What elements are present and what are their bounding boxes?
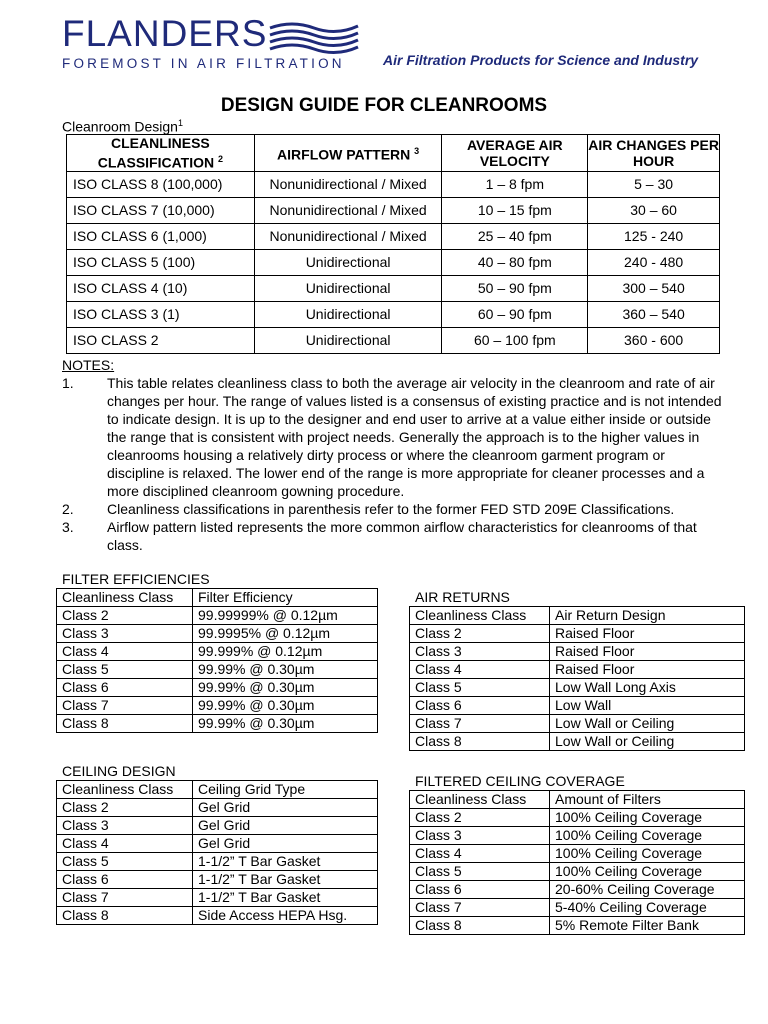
table-cell: 99.9995% @ 0.12µm bbox=[193, 625, 378, 643]
table-cell: 50 – 90 fpm bbox=[442, 275, 588, 301]
ceiling-design-table bbox=[56, 780, 378, 925]
table-row bbox=[410, 845, 745, 863]
column-header: Air Return Design bbox=[550, 607, 745, 625]
table-header-row bbox=[410, 607, 745, 625]
table-row bbox=[57, 661, 378, 679]
table-cell: 99.99% @ 0.30µm bbox=[193, 715, 378, 733]
table-cell: ISO CLASS 8 (100,000) bbox=[67, 171, 255, 197]
note-number: 2. bbox=[62, 501, 74, 517]
table-row bbox=[410, 697, 745, 715]
table-cell: 40 – 80 fpm bbox=[442, 249, 588, 275]
cleanroom-design-table bbox=[66, 134, 720, 354]
table-cell: Class 4 bbox=[57, 643, 193, 661]
table-cell: ISO CLASS 5 (100) bbox=[67, 249, 255, 275]
table-cell: ISO CLASS 7 (10,000) bbox=[67, 197, 255, 223]
table-cell: Unidirectional bbox=[254, 275, 442, 301]
table-cell: 99.99% @ 0.30µm bbox=[193, 661, 378, 679]
table-cell: 60 – 90 fpm bbox=[442, 301, 588, 327]
filtered-ceiling-coverage-table bbox=[409, 790, 745, 935]
table-cell: 60 – 100 fpm bbox=[442, 327, 588, 353]
column-header: Cleanliness Class bbox=[57, 781, 193, 799]
table-row bbox=[57, 799, 378, 817]
notes-heading: NOTES: bbox=[62, 357, 115, 373]
table-row bbox=[410, 881, 745, 899]
notes bbox=[62, 356, 722, 554]
table-cell: Class 2 bbox=[57, 799, 193, 817]
table-cell: Class 3 bbox=[57, 817, 193, 835]
table-cell: Unidirectional bbox=[254, 327, 442, 353]
filter-efficiencies-table bbox=[56, 588, 378, 733]
column-header: AVERAGE AIR VELOCITY bbox=[442, 135, 588, 172]
air-returns-caption: AIR RETURNS bbox=[415, 589, 510, 605]
page-title: DESIGN GUIDE FOR CLEANROOMS bbox=[220, 95, 548, 116]
ceiling-design-caption: CEILING DESIGN bbox=[62, 763, 176, 779]
table-cell: Nonunidirectional / Mixed bbox=[254, 171, 442, 197]
table-cell: Raised Floor bbox=[550, 625, 745, 643]
header-tagline: Air Filtration Products for Science and Industry bbox=[383, 52, 699, 68]
table-row bbox=[67, 275, 720, 301]
table-cell: Unidirectional bbox=[254, 301, 442, 327]
table-cell: Class 2 bbox=[57, 607, 193, 625]
table-cell: Class 6 bbox=[410, 881, 550, 899]
table-row bbox=[67, 249, 720, 275]
column-header: AIR CHANGES PER HOUR bbox=[588, 135, 720, 172]
table-cell: Gel Grid bbox=[193, 835, 378, 853]
table-row bbox=[410, 863, 745, 881]
table-cell: 240 - 480 bbox=[588, 249, 720, 275]
table-cell: ISO CLASS 2 bbox=[67, 327, 255, 353]
table-row bbox=[57, 907, 378, 925]
table-cell: Low Wall bbox=[550, 697, 745, 715]
table-cell: 100% Ceiling Coverage bbox=[550, 863, 745, 881]
table-cell: 100% Ceiling Coverage bbox=[550, 809, 745, 827]
table-cell: Raised Floor bbox=[550, 661, 745, 679]
table-cell: Low Wall or Ceiling bbox=[550, 733, 745, 751]
table-row bbox=[410, 625, 745, 643]
table-row bbox=[410, 715, 745, 733]
table-cell: Class 5 bbox=[410, 679, 550, 697]
table-row bbox=[410, 643, 745, 661]
filter-efficiencies-caption: FILTER EFFICIENCIES bbox=[62, 571, 210, 587]
column-header: Filter Efficiency bbox=[193, 589, 378, 607]
note-item bbox=[62, 518, 722, 554]
table-cell: 10 – 15 fpm bbox=[442, 197, 588, 223]
table-cell: Class 2 bbox=[410, 809, 550, 827]
note-number: 1. bbox=[62, 375, 74, 391]
table-row bbox=[67, 223, 720, 249]
table-header-row bbox=[67, 135, 720, 172]
table-cell: Unidirectional bbox=[254, 249, 442, 275]
table-cell: 300 – 540 bbox=[588, 275, 720, 301]
table-cell: 99.99% @ 0.30µm bbox=[193, 679, 378, 697]
table-cell: Class 6 bbox=[57, 871, 193, 889]
table-row bbox=[410, 827, 745, 845]
table-row bbox=[57, 889, 378, 907]
table-cell: Class 5 bbox=[410, 863, 550, 881]
table-cell: Class 8 bbox=[57, 907, 193, 925]
table-cell: Class 4 bbox=[410, 661, 550, 679]
table-row bbox=[57, 625, 378, 643]
column-header: CLEANLINESS CLASSIFICATION $^2$ bbox=[67, 135, 255, 172]
table-cell: Class 8 bbox=[57, 715, 193, 733]
table-row bbox=[57, 697, 378, 715]
table-cell: Class 8 bbox=[410, 733, 550, 751]
note-text: This table relates cleanliness class to both the average air velocity in the cleanroom and rate of air changes per hour. The range of values listed is a consensus of existing practice and is not intended to indicate design. It is up to the designer and end user to arrive at a value either inside or outside the range that is consistent with project needs. Generally the approach is to the higher values in cleanrooms housing a relatively dirty process or where the cleanroom garment program or discipline is relaxed. The lower end of the range is more appropriate for cleaner processes and a more disciplined cleanroom gowning procedure. bbox=[107, 375, 722, 499]
table-row bbox=[57, 607, 378, 625]
table-row bbox=[410, 899, 745, 917]
table-header-row bbox=[67, 135, 720, 172]
table-row bbox=[410, 917, 745, 935]
table-cell: 5% Remote Filter Bank bbox=[550, 917, 745, 935]
table-cell: Nonunidirectional / Mixed bbox=[254, 197, 442, 223]
header bbox=[62, 14, 742, 74]
table-cell: 360 – 540 bbox=[588, 301, 720, 327]
table-cell: 25 – 40 fpm bbox=[442, 223, 588, 249]
table-cell: 20-60% Ceiling Coverage bbox=[550, 881, 745, 899]
column-header: Ceiling Grid Type bbox=[193, 781, 378, 799]
table-row bbox=[57, 715, 378, 733]
waves-logo-icon bbox=[268, 20, 360, 56]
table-cell: 99.999% @ 0.12µm bbox=[193, 643, 378, 661]
table-row bbox=[67, 327, 720, 353]
note-text: Cleanliness classifications in parenthesis refer to the former FED STD 209E Classifications. bbox=[107, 501, 675, 517]
table-cell: Class 4 bbox=[410, 845, 550, 863]
column-header: Cleanliness Class bbox=[410, 791, 550, 809]
table-cell: 1-1/2” T Bar Gasket bbox=[193, 871, 378, 889]
table-cell: Class 7 bbox=[57, 697, 193, 715]
table-header-row bbox=[57, 589, 378, 607]
table-cell: Class 7 bbox=[410, 715, 550, 733]
column-header: Amount of Filters bbox=[550, 791, 745, 809]
table-cell: Side Access HEPA Hsg. bbox=[193, 907, 378, 925]
table-row bbox=[410, 679, 745, 697]
table-cell: 5-40% Ceiling Coverage bbox=[550, 899, 745, 917]
table-cell: 1 – 8 fpm bbox=[442, 171, 588, 197]
table-cell: Raised Floor bbox=[550, 643, 745, 661]
table-cell: Class 3 bbox=[57, 625, 193, 643]
note-text: Airflow pattern listed represents the more common airflow characteristics for cleanrooms of that class. bbox=[107, 519, 697, 553]
table-cell: 1-1/2” T Bar Gasket bbox=[193, 889, 378, 907]
table-row bbox=[67, 171, 720, 197]
table-cell: Class 2 bbox=[410, 625, 550, 643]
cleanroom-design-caption: Cleanroom Design$^1$ bbox=[62, 118, 183, 135]
table-cell: ISO CLASS 4 (10) bbox=[67, 275, 255, 301]
table-row bbox=[57, 679, 378, 697]
table-row bbox=[57, 643, 378, 661]
table-cell: Class 8 bbox=[410, 917, 550, 935]
table-cell: 360 - 600 bbox=[588, 327, 720, 353]
table-cell: ISO CLASS 6 (1,000) bbox=[67, 223, 255, 249]
table-cell: Low Wall Long Axis bbox=[550, 679, 745, 697]
table-header-row bbox=[410, 791, 745, 809]
table-cell: ISO CLASS 3 (1) bbox=[67, 301, 255, 327]
table-row bbox=[57, 835, 378, 853]
table-cell: Class 6 bbox=[57, 679, 193, 697]
column-header: AIRFLOW PATTERN $^3$ bbox=[254, 135, 442, 172]
column-header: Cleanliness Class bbox=[410, 607, 550, 625]
column-header: Cleanliness Class bbox=[57, 589, 193, 607]
table-cell: Class 7 bbox=[57, 889, 193, 907]
table-row bbox=[410, 661, 745, 679]
table-cell: 30 – 60 bbox=[588, 197, 720, 223]
table-row bbox=[67, 301, 720, 327]
logo-tagline: FOREMOST IN AIR FILTRATION bbox=[62, 56, 345, 71]
table-row bbox=[67, 197, 720, 223]
table-cell: Class 4 bbox=[57, 835, 193, 853]
table-cell: Class 5 bbox=[57, 661, 193, 679]
filtered-ceiling-coverage-caption: FILTERED CEILING COVERAGE bbox=[415, 773, 625, 789]
table-row bbox=[410, 733, 745, 751]
table-cell: Class 3 bbox=[410, 827, 550, 845]
table-row bbox=[57, 817, 378, 835]
table-cell: Nonunidirectional / Mixed bbox=[254, 223, 442, 249]
table-cell: 100% Ceiling Coverage bbox=[550, 845, 745, 863]
table-cell: Gel Grid bbox=[193, 817, 378, 835]
table-row bbox=[57, 871, 378, 889]
table-cell: 1-1/2” T Bar Gasket bbox=[193, 853, 378, 871]
logo-wordmark: FLANDERS bbox=[62, 13, 268, 54]
air-returns-table bbox=[409, 606, 745, 751]
table-cell: Class 6 bbox=[410, 697, 550, 715]
note-item bbox=[62, 500, 722, 518]
table-cell: Low Wall or Ceiling bbox=[550, 715, 745, 733]
table-cell: Class 7 bbox=[410, 899, 550, 917]
table-cell: 99.99% @ 0.30µm bbox=[193, 697, 378, 715]
table-header-row bbox=[57, 781, 378, 799]
table-cell: Class 3 bbox=[410, 643, 550, 661]
table-row bbox=[410, 809, 745, 827]
table-cell: 99.99999% @ 0.12µm bbox=[193, 607, 378, 625]
note-number: 3. bbox=[62, 519, 74, 535]
table-cell: 5 – 30 bbox=[588, 171, 720, 197]
note-item bbox=[62, 374, 722, 500]
table-row bbox=[57, 853, 378, 871]
table-cell: 125 - 240 bbox=[588, 223, 720, 249]
table-cell: 100% Ceiling Coverage bbox=[550, 827, 745, 845]
table-cell: Class 5 bbox=[57, 853, 193, 871]
table-cell: Gel Grid bbox=[193, 799, 378, 817]
